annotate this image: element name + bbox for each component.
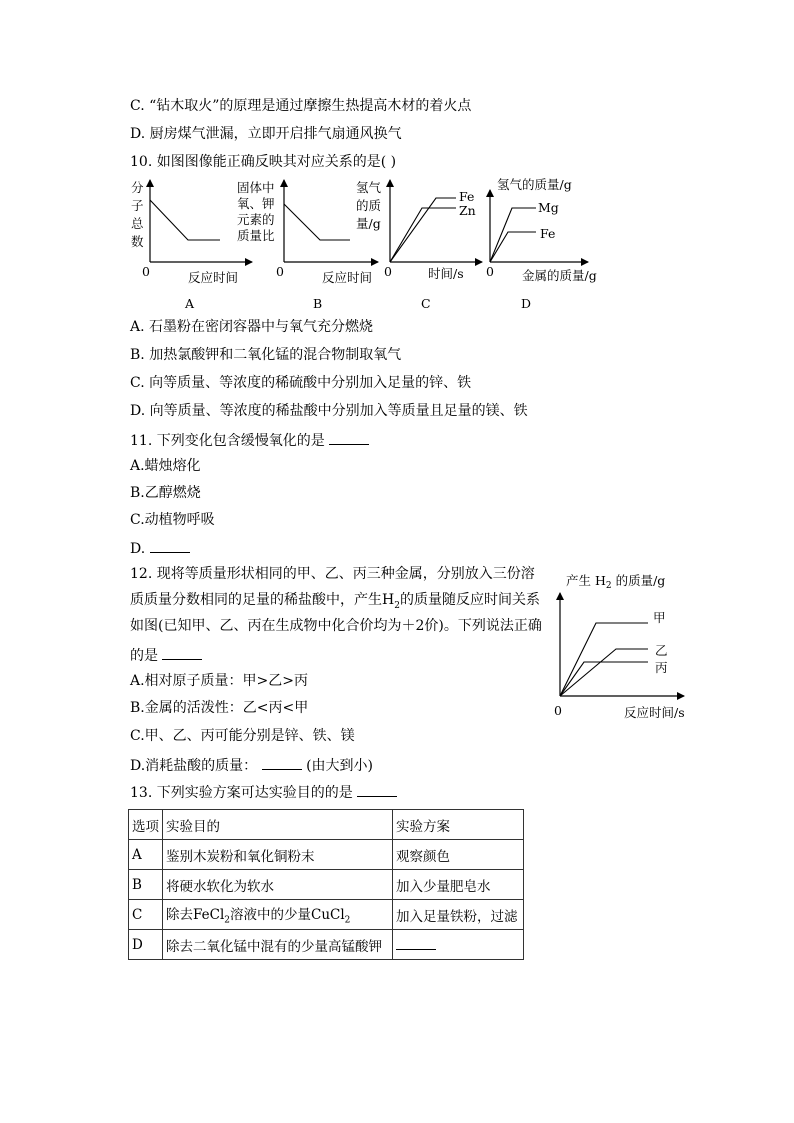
q12-line-2-sub: 2 (394, 600, 400, 611)
graph-a-curve (150, 200, 220, 240)
graph-b-curve (284, 204, 350, 240)
q10-option-b: B. 加热氯酸钾和二氧化锰的混合物制取氧气 (130, 347, 402, 363)
graph-c-origin: 0 (384, 264, 392, 279)
graph-d (486, 177, 597, 311)
row-c-goal-sub-1: 2 (224, 915, 230, 926)
q12-option-b: B.金属的活泼性：乙<丙<甲 (130, 700, 309, 716)
graph-c-ylabel-1: 氢气 (356, 180, 382, 195)
graph-d-origin: 0 (486, 264, 494, 279)
q11-option-b: B.乙醇燃烧 (130, 485, 201, 501)
graph-a-origin: 0 (142, 264, 150, 279)
graph-d-curve-mg (490, 208, 536, 262)
q12-graph-xlabel: 反应时间/s (624, 705, 685, 720)
q12-curve-bing (560, 662, 648, 696)
q12-line-3: 如图(已知甲、乙、丙在生成物中化合价均为＋2价)。下列说法正确 (130, 618, 542, 634)
q12-line-4 (130, 645, 202, 665)
table-row (129, 900, 524, 930)
graph-b-ylabel-4: 质量比 (237, 228, 275, 243)
graph-d-curve-fe (490, 232, 536, 262)
q10-stem: 10. 如图图像能正确反映其对应关系的是( ) (130, 154, 397, 170)
q9-option-d: D. 厨房煤气泄漏，立即开启排气扇通风换气 (130, 126, 402, 142)
q12-option-d-b: (由大到小) (306, 758, 374, 774)
graph-c (356, 180, 482, 311)
row-b-goal: 将硬水软化为软水 (163, 870, 393, 900)
q12-option-d-blank (262, 755, 302, 770)
graph-c-caption: C (421, 296, 431, 311)
q13-stem-text: 13. 下列实验方案可达实验目的的是 (130, 785, 353, 801)
q12-graph-ylabel (566, 573, 665, 591)
q11-option-d-blank (150, 538, 190, 553)
q12-line-2-a: 质质量分数相同的足量的稀盐酸中，产生H (130, 592, 395, 608)
graph-d-caption: D (521, 296, 532, 311)
q12-graph (550, 565, 710, 725)
graph-a-ylabel-4: 数 (131, 234, 144, 249)
row-b-option: B (129, 870, 163, 900)
q11-stem-text: 11. 下列变化包含缓慢氧化的是 (130, 433, 325, 449)
graph-a-caption: A (185, 296, 195, 311)
graph-c-label-zn: Zn (459, 203, 476, 218)
experiment-table (128, 809, 524, 960)
graph-c-label-fe: Fe (459, 189, 475, 204)
q12-label-bing: 丙 (655, 660, 668, 675)
row-b-plan: 加入少量肥皂水 (393, 870, 524, 900)
q12-label-yi: 乙 (655, 643, 668, 658)
row-c-goal-a: 除去FeCl (166, 907, 225, 924)
graph-b-ylabel-1: 固体中 (237, 180, 275, 195)
q11-option-c: C.动植物呼吸 (130, 512, 215, 528)
row-c-goal-sub-2: 2 (344, 915, 351, 926)
graph-b-ylabel-2: 氧、钾 (237, 196, 275, 211)
graph-a-ylabel-2: 子 (131, 198, 144, 213)
graph-b-caption: B (313, 296, 323, 311)
q10-graphs (0, 170, 794, 330)
q11-stem (130, 430, 369, 450)
q12-graph-ylabel-b: 的质量/g (611, 573, 666, 588)
q12-graph-ylabel-a: 产生 H (566, 573, 606, 588)
graph-d-ylabel: 氢气的质量/g (497, 177, 572, 192)
q12-label-jia: 甲 (653, 610, 666, 625)
row-d-plan (393, 930, 524, 960)
row-a-goal: 鉴别木炭粉和氧化铜粉末 (163, 840, 393, 870)
graph-d-xlabel: 金属的质量/g (522, 268, 597, 283)
row-a-plan: 观察颜色 (393, 840, 524, 870)
q10-option-d: D. 向等质量、等浓度的稀盐酸中分别加入等质量且足量的镁、铁 (130, 403, 528, 419)
graph-c-ylabel-2: 的质 (356, 198, 382, 213)
q13-blank (357, 782, 397, 797)
graph-b-origin: 0 (276, 264, 284, 279)
q12-option-d (130, 755, 373, 775)
graph-b-xlabel: 反应时间 (322, 270, 373, 285)
q12-line-2 (130, 591, 540, 615)
row-d-goal: 除去二氧化锰中混有的少量高锰酸钾 (163, 930, 393, 960)
q10-option-c: C. 向等质量、等浓度的稀硫酸中分别加入足量的锌、铁 (130, 375, 472, 391)
graph-a-xlabel: 反应时间 (188, 270, 239, 285)
q12-graph-ylabel-sub: 2 (605, 581, 612, 591)
row-d-option: D (129, 930, 163, 960)
graph-a-ylabel-1: 分 (131, 180, 144, 195)
header-plan: 实验方案 (393, 810, 524, 840)
q11-option-a: A.蜡烛熔化 (130, 458, 201, 474)
table-row (129, 930, 524, 960)
graph-a (131, 180, 252, 311)
q11-blank (329, 430, 369, 445)
q12-blank (162, 645, 202, 660)
table-header-row (129, 810, 524, 840)
q10-option-a: A. 石墨粉在密闭容器中与氧气充分燃烧 (130, 319, 374, 335)
graph-d-label-mg: Mg (538, 200, 559, 215)
q12-option-c: C.甲、乙、丙可能分别是锌、铁、镁 (130, 728, 355, 744)
q12-option-a: A.相对原子质量：甲>乙>丙 (130, 673, 309, 689)
graph-c-ylabel-3: 量/g (356, 216, 381, 231)
row-c-goal (163, 900, 393, 930)
graph-b-ylabel-3: 元素的 (237, 212, 275, 227)
q12-graph-origin: 0 (554, 703, 562, 718)
row-c-plan: 加入足量铁粉，过滤 (393, 900, 524, 930)
q11-option-d (130, 538, 190, 558)
header-goal: 实验目的 (163, 810, 393, 840)
table-row (129, 840, 524, 870)
q12-line-4-text: 的是 (130, 648, 158, 664)
graph-a-ylabel-3: 总 (131, 216, 144, 231)
row-c-goal-b: 溶液中的少量CuCl (230, 907, 345, 924)
q12-line-2-b: 的质量随反应时间关系 (399, 592, 540, 608)
row-d-plan-blank (396, 935, 436, 950)
row-c-option: C (129, 900, 163, 930)
q13-stem (130, 782, 397, 802)
q11-option-d-label: D. (130, 541, 146, 557)
q12-line-1: 12. 现将等质量形状相同的甲、乙、丙三种金属，分别放入三份溶 (130, 566, 535, 582)
q9-option-c: C. “钻木取火”的原理是通过摩擦生热提高木材的着火点 (130, 98, 472, 114)
q12-option-d-a: D.消耗盐酸的质量： (130, 758, 258, 774)
graph-d-label-fe: Fe (540, 226, 556, 241)
graph-c-xlabel: 时间/s (428, 266, 464, 281)
q12-curve-yi (560, 649, 648, 696)
header-option: 选项 (129, 810, 163, 840)
row-a-option: A (129, 840, 163, 870)
table-row (129, 870, 524, 900)
